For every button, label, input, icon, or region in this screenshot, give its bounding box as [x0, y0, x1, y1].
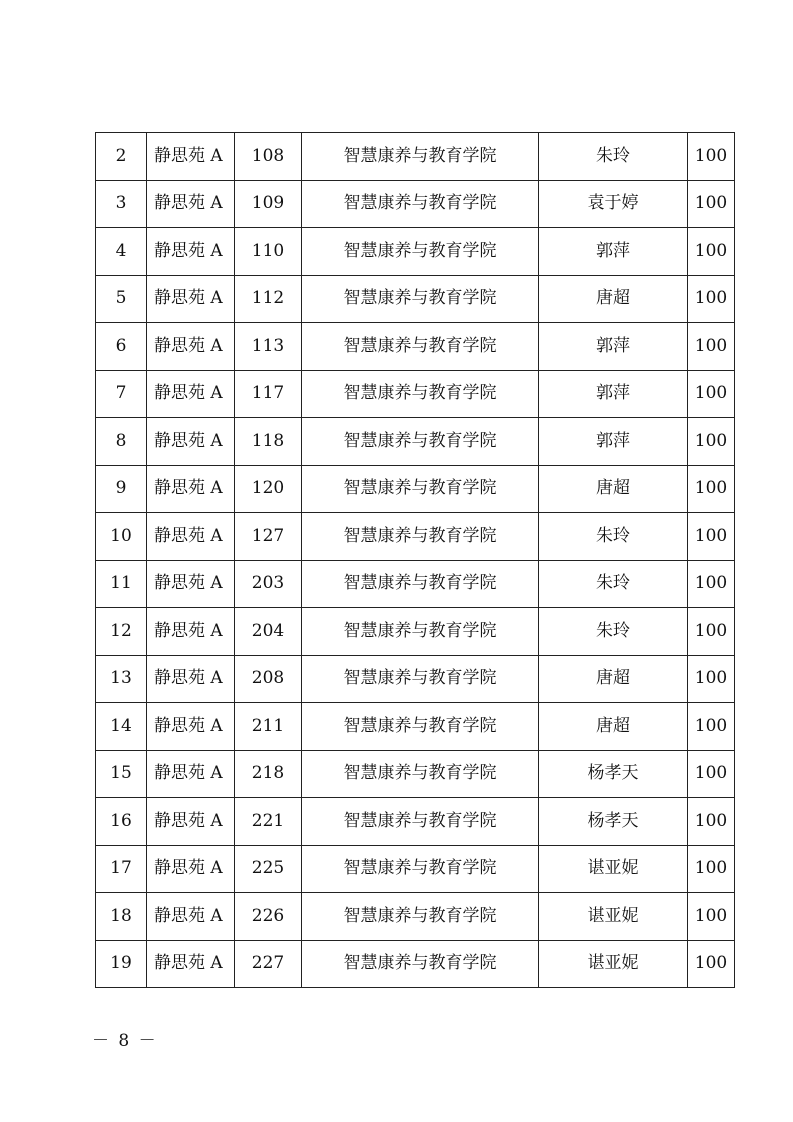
table-row	[96, 418, 735, 466]
room-number: 203	[235, 560, 302, 608]
college-name: 智慧康养与教育学院	[302, 798, 539, 846]
college-name: 智慧康养与教育学院	[302, 845, 539, 893]
row-number: 6	[96, 323, 147, 371]
table-row	[96, 750, 735, 798]
room-number: 208	[235, 655, 302, 703]
row-number: 13	[96, 655, 147, 703]
college-name: 智慧康养与教育学院	[302, 370, 539, 418]
score: 100	[688, 608, 735, 656]
room-number: 118	[235, 418, 302, 466]
row-number: 4	[96, 228, 147, 276]
room-number: 112	[235, 275, 302, 323]
table-body	[96, 133, 735, 988]
row-number: 7	[96, 370, 147, 418]
row-number: 9	[96, 465, 147, 513]
row-number: 18	[96, 893, 147, 941]
row-number: 2	[96, 133, 147, 181]
building-name: 静思苑 A	[147, 608, 235, 656]
building-name: 静思苑 A	[147, 703, 235, 751]
table-row	[96, 465, 735, 513]
college-name: 智慧康养与教育学院	[302, 560, 539, 608]
score: 100	[688, 133, 735, 181]
score: 100	[688, 750, 735, 798]
building-name: 静思苑 A	[147, 133, 235, 181]
counselor-name: 袁于婷	[539, 180, 688, 228]
table-row	[96, 513, 735, 561]
building-name: 静思苑 A	[147, 940, 235, 988]
row-number: 17	[96, 845, 147, 893]
score: 100	[688, 465, 735, 513]
counselor-name: 朱玲	[539, 133, 688, 181]
building-name: 静思苑 A	[147, 180, 235, 228]
counselor-name: 唐超	[539, 703, 688, 751]
building-name: 静思苑 A	[147, 798, 235, 846]
score: 100	[688, 798, 735, 846]
college-name: 智慧康养与教育学院	[302, 465, 539, 513]
counselor-name: 朱玲	[539, 560, 688, 608]
room-number: 110	[235, 228, 302, 276]
row-number: 8	[96, 418, 147, 466]
counselor-name: 郭萍	[539, 323, 688, 371]
table-row	[96, 133, 735, 181]
room-number: 108	[235, 133, 302, 181]
score: 100	[688, 560, 735, 608]
score: 100	[688, 180, 735, 228]
counselor-name: 杨孝天	[539, 798, 688, 846]
score: 100	[688, 845, 735, 893]
row-number: 5	[96, 275, 147, 323]
college-name: 智慧康养与教育学院	[302, 750, 539, 798]
table-row	[96, 560, 735, 608]
room-number: 109	[235, 180, 302, 228]
college-name: 智慧康养与教育学院	[302, 418, 539, 466]
counselor-name: 唐超	[539, 655, 688, 703]
table-row	[96, 323, 735, 371]
table-row	[96, 608, 735, 656]
score: 100	[688, 370, 735, 418]
counselor-name: 郭萍	[539, 418, 688, 466]
table-row	[96, 703, 735, 751]
score: 100	[688, 893, 735, 941]
building-name: 静思苑 A	[147, 275, 235, 323]
score: 100	[688, 228, 735, 276]
building-name: 静思苑 A	[147, 893, 235, 941]
table-row	[96, 893, 735, 941]
building-name: 静思苑 A	[147, 465, 235, 513]
college-name: 智慧康养与教育学院	[302, 513, 539, 561]
building-name: 静思苑 A	[147, 418, 235, 466]
counselor-name: 朱玲	[539, 608, 688, 656]
score: 100	[688, 703, 735, 751]
score: 100	[688, 513, 735, 561]
table-row	[96, 180, 735, 228]
room-number: 211	[235, 703, 302, 751]
room-number: 120	[235, 465, 302, 513]
table-row	[96, 275, 735, 323]
row-number: 16	[96, 798, 147, 846]
row-number: 11	[96, 560, 147, 608]
counselor-name: 杨孝天	[539, 750, 688, 798]
college-name: 智慧康养与教育学院	[302, 275, 539, 323]
counselor-name: 谌亚妮	[539, 893, 688, 941]
row-number: 15	[96, 750, 147, 798]
counselor-name: 郭萍	[539, 228, 688, 276]
college-name: 智慧康养与教育学院	[302, 608, 539, 656]
counselor-name: 朱玲	[539, 513, 688, 561]
counselor-name: 谌亚妮	[539, 845, 688, 893]
row-number: 19	[96, 940, 147, 988]
building-name: 静思苑 A	[147, 513, 235, 561]
room-number: 117	[235, 370, 302, 418]
college-name: 智慧康养与教育学院	[302, 655, 539, 703]
room-number: 221	[235, 798, 302, 846]
room-number: 113	[235, 323, 302, 371]
college-name: 智慧康养与教育学院	[302, 180, 539, 228]
college-name: 智慧康养与教育学院	[302, 893, 539, 941]
college-name: 智慧康养与教育学院	[302, 323, 539, 371]
table-row	[96, 845, 735, 893]
table-row	[96, 655, 735, 703]
building-name: 静思苑 A	[147, 655, 235, 703]
room-number: 218	[235, 750, 302, 798]
building-name: 静思苑 A	[147, 370, 235, 418]
score: 100	[688, 940, 735, 988]
counselor-name: 谌亚妮	[539, 940, 688, 988]
row-number: 14	[96, 703, 147, 751]
college-name: 智慧康养与教育学院	[302, 940, 539, 988]
page-number: － 8 －	[92, 1031, 158, 1051]
table-row	[96, 228, 735, 276]
building-name: 静思苑 A	[147, 750, 235, 798]
score: 100	[688, 275, 735, 323]
college-name: 智慧康养与教育学院	[302, 228, 539, 276]
score: 100	[688, 655, 735, 703]
building-name: 静思苑 A	[147, 228, 235, 276]
row-number: 12	[96, 608, 147, 656]
counselor-name: 郭萍	[539, 370, 688, 418]
building-name: 静思苑 A	[147, 323, 235, 371]
counselor-name: 唐超	[539, 465, 688, 513]
counselor-name: 唐超	[539, 275, 688, 323]
room-number: 204	[235, 608, 302, 656]
college-name: 智慧康养与教育学院	[302, 703, 539, 751]
dormitory-score-table	[95, 132, 735, 988]
table-row	[96, 798, 735, 846]
table-row	[96, 940, 735, 988]
row-number: 10	[96, 513, 147, 561]
room-number: 225	[235, 845, 302, 893]
college-name: 智慧康养与教育学院	[302, 133, 539, 181]
building-name: 静思苑 A	[147, 560, 235, 608]
building-name: 静思苑 A	[147, 845, 235, 893]
score: 100	[688, 418, 735, 466]
score: 100	[688, 323, 735, 371]
row-number: 3	[96, 180, 147, 228]
room-number: 227	[235, 940, 302, 988]
room-number: 226	[235, 893, 302, 941]
room-number: 127	[235, 513, 302, 561]
table-row	[96, 370, 735, 418]
